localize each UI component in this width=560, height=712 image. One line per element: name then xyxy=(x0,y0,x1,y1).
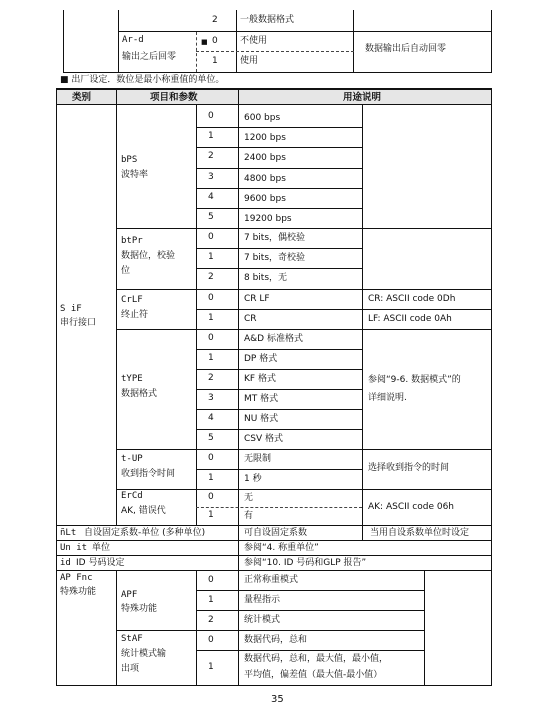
header-category: 类别 xyxy=(72,92,92,103)
opt-2-desc: 一般数据格式 xyxy=(240,15,295,25)
crlf-code: CrLF xyxy=(121,295,143,305)
bps-label: 波特率 xyxy=(121,170,149,180)
bps-code: bPS xyxy=(121,155,138,165)
apfnc-code: AP Fnc xyxy=(60,573,93,583)
unit-label: 单位 xyxy=(92,543,111,553)
btpr-label-1: 数据位，校验 xyxy=(121,251,176,261)
apf-code: APF xyxy=(121,590,138,600)
apf-label: 特殊功能 xyxy=(121,604,158,614)
ercd-note: AK: ASCII code 06h xyxy=(368,502,454,512)
id-label: ID 号码设定 xyxy=(76,558,125,568)
arde-note: 数据输出后自动回零 xyxy=(365,44,447,54)
mlt-note: 当用自设系数单位时设定 xyxy=(370,528,470,538)
ercd-code: ErCd xyxy=(121,491,143,501)
sif-label: 串行接口 xyxy=(60,318,97,328)
type-code: tYPE xyxy=(121,374,143,384)
id-desc: 参阅“10. ID 号码和GLP 报告” xyxy=(244,558,367,568)
tup-note: 选择收到指令的时间 xyxy=(368,463,450,473)
btpr-label-2: 位 xyxy=(121,266,131,276)
staf-label-1: 统计模式输 xyxy=(121,649,167,659)
ercd-label: AK, 错误代 xyxy=(121,506,166,516)
tup-label: 收到指令时间 xyxy=(121,469,176,479)
tup-code: t-UP xyxy=(121,454,143,464)
arde-label: 输出之后回零 xyxy=(122,52,177,62)
btpr-code: btPr xyxy=(121,236,143,246)
crlf-label: 终止符 xyxy=(121,310,149,320)
mlt-label: 自设固定系数-单位 (多种单位) xyxy=(84,528,206,538)
type-label: 数据格式 xyxy=(121,389,158,399)
factory-note: ■ 出厂设定．数位是最小称重值的单位。 xyxy=(60,75,225,85)
mlt-desc: 可自设固定系数 xyxy=(244,528,308,538)
header-usage: 用途说明 xyxy=(343,92,382,103)
crlf-note-cr: CR: ASCII code 0Dh xyxy=(368,294,456,304)
opt-2-value: 2 xyxy=(212,15,218,25)
apfnc-label: 特殊功能 xyxy=(60,587,97,597)
default-mark: ■ xyxy=(201,38,208,46)
unit-code: Un it xyxy=(60,543,88,553)
header-item: 项目和参数 xyxy=(150,92,198,103)
unit-desc: 参阅“4. 称重单位” xyxy=(244,543,319,553)
staf-code: StAF xyxy=(121,634,143,644)
type-note-2: 详细说明. xyxy=(368,393,407,403)
sif-code: S iF xyxy=(60,304,82,314)
page-number: 35 xyxy=(271,694,284,705)
staf-label-2: 出项 xyxy=(121,664,140,674)
type-note-1: 参阅“9-6. 数据模式”的 xyxy=(368,375,461,385)
crlf-note-lf: LF: ASCII code 0Ah xyxy=(368,314,452,324)
id-code: id xyxy=(60,558,71,568)
mlt-code: ñLt xyxy=(60,528,77,538)
arde-code: Ar-d xyxy=(122,35,144,45)
